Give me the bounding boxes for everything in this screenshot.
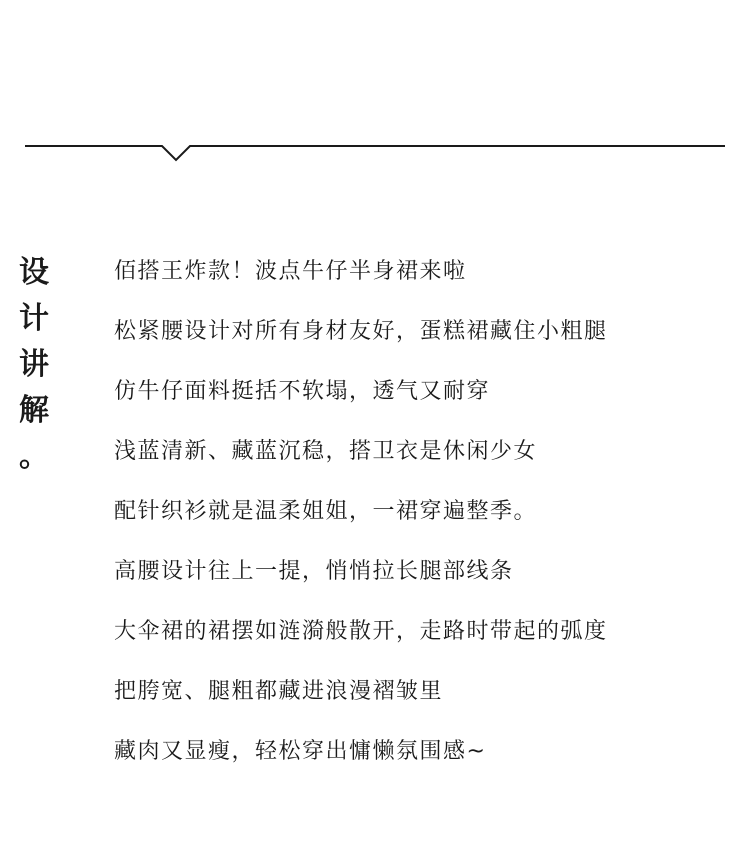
section-title-vertical xyxy=(14,250,54,480)
description-line: 配针织衫就是温柔姐姐，一裙穿遍整季。 xyxy=(114,499,538,524)
title-char: 讲 xyxy=(19,347,49,382)
title-char: 。 xyxy=(19,439,49,474)
title-char: 设 xyxy=(19,255,49,290)
description-line: 浅蓝清新、藏蓝沉稳，搭卫衣是休闲少女 xyxy=(114,439,538,464)
description-line: 大伞裙的裙摆如涟漪般散开，走路时带起的弧度 xyxy=(114,619,608,644)
description-line: 仿牛仔面料挺括不软塌，透气又耐穿 xyxy=(114,379,491,404)
description-line: 把胯宽、腿粗都藏进浪漫褶皱里 xyxy=(114,679,444,704)
description-line: 高腰设计往上一提，悄悄拉长腿部线条 xyxy=(114,559,514,584)
description-line: 佰搭王炸款！波点牛仔半身裙来啦 xyxy=(114,259,467,284)
title-char: 计 xyxy=(19,301,49,336)
description-lines xyxy=(114,254,608,794)
description-line: 松紧腰设计对所有身材友好，蛋糕裙藏住小粗腿 xyxy=(114,319,608,344)
title-char: 解 xyxy=(19,393,49,428)
description-line: 藏肉又显瘦，轻松穿出慵懒氛围感~ xyxy=(114,739,487,764)
